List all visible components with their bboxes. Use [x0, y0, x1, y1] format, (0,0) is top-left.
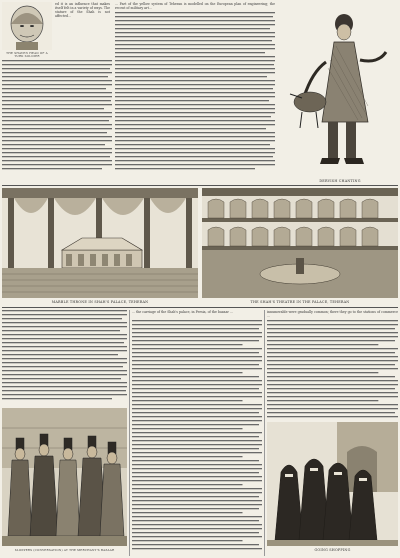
- shaven-head-illustration: [2, 2, 52, 50]
- caption-dervish: DERVISH CHANTING: [319, 179, 361, 183]
- lower-middle-paragraph: ... the carriage of the Shah's palace, in Persia, of the bazaar ...: [132, 310, 233, 314]
- top-middle-paragraph: ... Part of the yellow system of Teheran is modelled on the European plan of engineering; the recent of military art...: [115, 2, 275, 11]
- lower-middle-lines: [132, 320, 262, 556]
- caption-conversation: SLOPPERS (CONVERSATION) AT THE MERCHANT'S BAZAAR: [14, 548, 115, 552]
- top-left-text: [55, 2, 110, 58]
- marble-throne-illustration: [2, 188, 198, 298]
- middle-separator: [2, 307, 398, 308]
- lower-left-text: [2, 310, 127, 405]
- theatre-illustration: [202, 188, 398, 298]
- ladies-shopping-illustration: [267, 422, 398, 546]
- lower-right-text: [267, 310, 398, 318]
- dervish-illustration: [282, 2, 398, 178]
- caption-shaven-head: THE SHAVEN HEAD OF A TURK SOLDIER: [6, 51, 48, 59]
- lower-right-paragraph: innumerable were gradually common; there they go to the stations of commerce ...: [267, 310, 398, 318]
- top-separator: [2, 185, 398, 186]
- lower-middle-text: [132, 310, 262, 318]
- top-left-lower-text: [2, 60, 112, 175]
- top-middle-lines: [115, 12, 275, 174]
- top-left-paragraph: ed it is an influence that makes itself felt in a variety of ways. The stature of the Shah is not affected...: [55, 2, 110, 19]
- caption-ladies-shopping: GOING SHOPPING: [314, 548, 351, 552]
- lower-right-lines: [267, 320, 398, 420]
- conversation-illustration: [2, 408, 127, 546]
- caption-theatre: THE SHAH'S THEATRE IN THE PALACE, TEHERAN: [250, 300, 350, 304]
- caption-marble-throne: MARBLE THRONE IN SHAH'S PALACE, TEHERAN: [51, 300, 149, 304]
